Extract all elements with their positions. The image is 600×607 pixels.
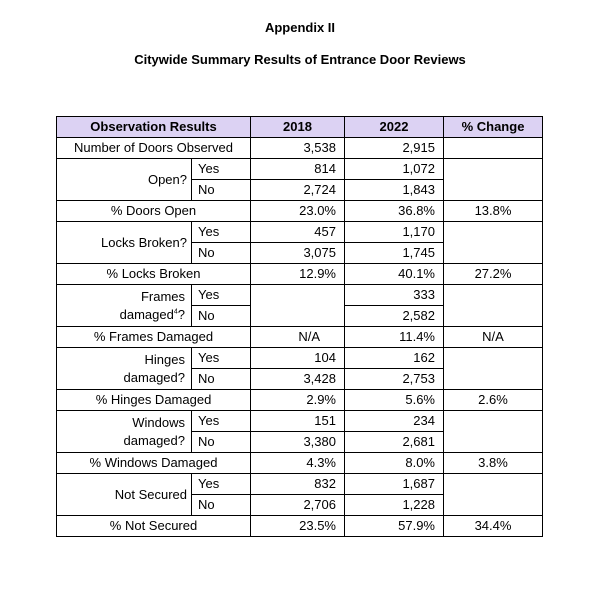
locks-yes-2022: 1,170: [345, 222, 444, 243]
pct-hinges-change: 2.6%: [444, 390, 543, 411]
hinges-label-line1: Hinges: [144, 351, 185, 367]
hinges-no-2018: 3,428: [251, 369, 345, 390]
frames-yes-2022: 333: [345, 285, 444, 306]
row-label-pct-not-secured: % Not Secured: [57, 516, 251, 537]
table-row: [57, 411, 543, 432]
appendix-title: Appendix II: [264, 20, 336, 35]
pct-locks-2022: 40.1%: [345, 264, 444, 285]
pct-hinges-2018: 2.9%: [251, 390, 345, 411]
locks-no-2018: 3,075: [251, 243, 345, 264]
table-row: [57, 516, 543, 537]
header-observation-results: Observation Results: [57, 117, 251, 138]
not-secured-no-2022: 1,228: [345, 495, 444, 516]
not-secured-change-empty: [444, 474, 543, 516]
table-row: [57, 264, 543, 285]
hinges-yes-2018: 104: [251, 348, 345, 369]
report-subtitle: Citywide Summary Results of Entrance Door Reviews: [134, 52, 466, 67]
pct-locks-2018: 12.9%: [251, 264, 345, 285]
no-label: No: [192, 243, 251, 264]
frames-label-q: ?: [177, 306, 185, 322]
open-yes-2022: 1,072: [345, 159, 444, 180]
yes-label: Yes: [192, 411, 251, 432]
frames-change-empty: [444, 285, 543, 327]
row-label-pct-hinges: % Hinges Damaged: [57, 390, 251, 411]
row-label-pct-locks: % Locks Broken: [57, 264, 251, 285]
not-secured-no-2018: 2,706: [251, 495, 345, 516]
pct-open-2022: 36.8%: [345, 201, 444, 222]
summary-table: [56, 116, 543, 537]
header-2018: 2018: [251, 117, 345, 138]
doors-observed-2018: 3,538: [251, 138, 345, 159]
frames-no-2022: 2,582: [345, 306, 444, 327]
row-label-pct-windows: % Windows Damaged: [57, 453, 251, 474]
locks-change-empty: [444, 222, 543, 264]
row-label-open: Open?: [57, 159, 192, 201]
windows-no-2018: 3,380: [251, 432, 345, 453]
no-label: No: [192, 180, 251, 201]
row-label-pct-open: % Doors Open: [57, 201, 251, 222]
footnote-marker: 4: [173, 308, 178, 316]
no-label: No: [192, 369, 251, 390]
table-row: [57, 390, 543, 411]
pct-open-change: 13.8%: [444, 201, 543, 222]
header-pct-change: % Change: [444, 117, 543, 138]
windows-yes-2018: 151: [251, 411, 345, 432]
row-label-doors-observed: Number of Doors Observed: [57, 138, 251, 159]
row-label-locks: Locks Broken?: [57, 222, 192, 264]
hinges-label-line2: damaged?: [123, 369, 185, 385]
no-label: No: [192, 306, 251, 327]
open-no-2018: 2,724: [251, 180, 345, 201]
locks-yes-2018: 457: [251, 222, 345, 243]
yes-label: Yes: [192, 474, 251, 495]
pct-open-2018: 23.0%: [251, 201, 345, 222]
windows-yes-2022: 234: [345, 411, 444, 432]
header-row: [57, 117, 543, 138]
pct-frames-2022: 11.4%: [345, 327, 444, 348]
doors-observed-2022: 2,915: [345, 138, 444, 159]
row-label-frames: [57, 285, 192, 327]
pct-windows-2018: 4.3%: [251, 453, 345, 474]
table-row: [57, 138, 543, 159]
locks-no-2022: 1,745: [345, 243, 444, 264]
table-row: [57, 327, 543, 348]
row-label-pct-frames: % Frames Damaged: [57, 327, 251, 348]
header-2022: 2022: [345, 117, 444, 138]
windows-no-2022: 2,681: [345, 432, 444, 453]
pct-frames-2018: N/A: [251, 327, 345, 348]
pct-not-secured-2022: 57.9%: [345, 516, 444, 537]
pct-not-secured-2018: 23.5%: [251, 516, 345, 537]
table-row: [57, 348, 543, 369]
yes-label: Yes: [192, 222, 251, 243]
row-label-windows: [57, 411, 192, 453]
table-row: [57, 201, 543, 222]
row-label-not-secured: Not Secured: [57, 474, 192, 516]
table-row: [57, 453, 543, 474]
doors-observed-change: [444, 138, 543, 159]
table-row: [57, 222, 543, 243]
yes-label: Yes: [192, 348, 251, 369]
pct-not-secured-change: 34.4%: [444, 516, 543, 537]
pct-windows-2022: 8.0%: [345, 453, 444, 474]
open-yes-2018: 814: [251, 159, 345, 180]
windows-label-line2: damaged?: [123, 432, 185, 448]
table-row: [57, 285, 543, 306]
yes-label: Yes: [192, 159, 251, 180]
not-secured-yes-2018: 832: [251, 474, 345, 495]
yes-label: Yes: [192, 285, 251, 306]
hinges-change-empty: [444, 348, 543, 390]
frames-label-line1: Frames: [140, 288, 185, 304]
frames-label-line2: damaged: [119, 306, 174, 322]
row-label-hinges: [57, 348, 192, 390]
no-label: No: [192, 432, 251, 453]
hinges-no-2022: 2,753: [345, 369, 444, 390]
windows-label-line1: Windows: [132, 414, 185, 430]
table-row: [57, 474, 543, 495]
hinges-yes-2022: 162: [345, 348, 444, 369]
windows-change-empty: [444, 411, 543, 453]
not-secured-yes-2022: 1,687: [345, 474, 444, 495]
table-row: [57, 159, 543, 180]
pct-windows-change: 3.8%: [444, 453, 543, 474]
frames-2018-empty: [251, 285, 345, 327]
pct-hinges-2022: 5.6%: [345, 390, 444, 411]
pct-frames-change: N/A: [444, 327, 543, 348]
pct-locks-change: 27.2%: [444, 264, 543, 285]
open-no-2022: 1,843: [345, 180, 444, 201]
no-label: No: [192, 495, 251, 516]
open-change-empty: [444, 159, 543, 201]
